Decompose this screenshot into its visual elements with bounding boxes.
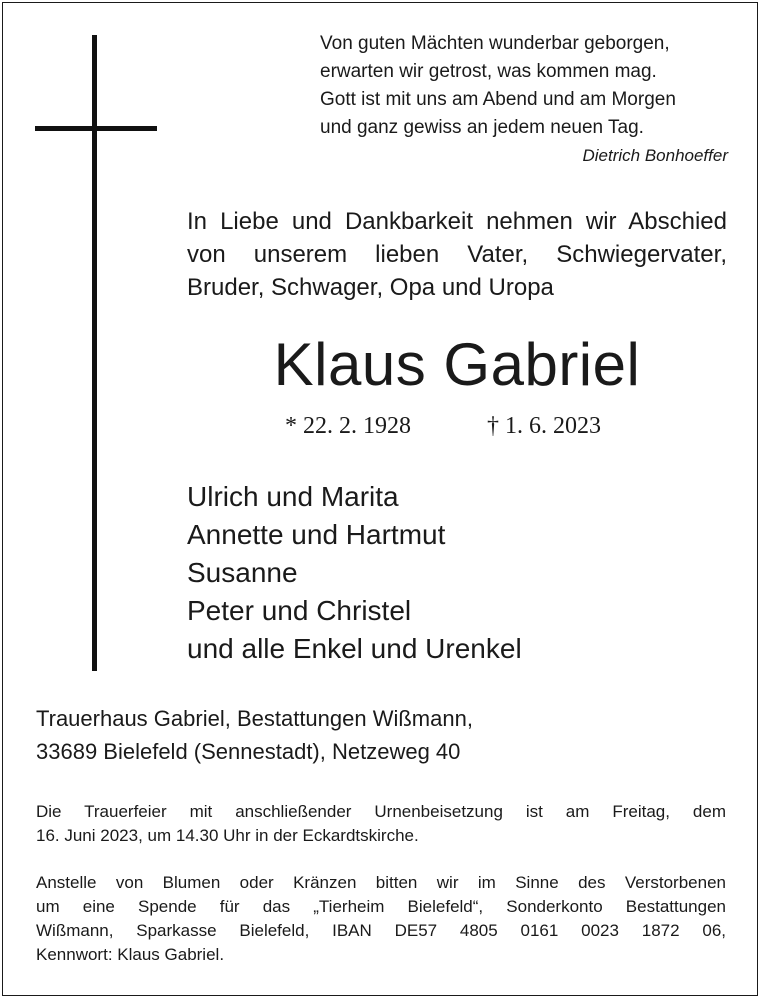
donation-notice xyxy=(36,871,726,967)
poem-line: Von guten Mächten wunderbar geborgen, xyxy=(320,33,670,54)
ceremony-line: Die Trauerfeier mit anschließender Urnenbeisetzung ist am Freitag, dem xyxy=(36,802,726,821)
address-line: Trauerhaus Gabriel, Bestattungen Wißmann, xyxy=(36,706,473,731)
death-date: † 1. 6. 2023 xyxy=(487,413,601,439)
mourner-entry: Susanne xyxy=(187,557,298,588)
mourner-entry: Annette und Hartmut xyxy=(187,519,446,550)
donation-line: Anstelle von Blumen oder Kränzen bitten wir im Sinne des Verstorbenen xyxy=(36,873,726,892)
mourners-list xyxy=(187,478,727,668)
ceremony-line: 16. Juni 2023, um 14.30 Uhr in der Eckardtskirche. xyxy=(36,826,419,845)
mourner-entry: Peter und Christel xyxy=(187,595,412,626)
intro-line: Bruder, Schwager, Opa und Uropa xyxy=(187,274,554,301)
deceased-name: Klaus Gabriel xyxy=(273,331,641,398)
ceremony-notice xyxy=(36,800,726,848)
poem-line: und ganz gewiss an jedem neuen Tag. xyxy=(320,117,644,138)
intro-line: von unserem lieben Vater, Schwiegervater, xyxy=(187,241,727,268)
poem-line: erwarten wir getrost, was kommen mag. xyxy=(320,61,657,82)
poem-line: Gott ist mit uns am Abend und am Morgen xyxy=(320,89,676,110)
birth-date: * 22. 2. 1928 xyxy=(285,413,411,439)
poem-author: Dietrich Bonhoeffer xyxy=(582,146,728,165)
address-line: 33689 Bielefeld (Sennestadt), Netzeweg 40 xyxy=(36,739,461,764)
donation-line: Wißmann, Sparkasse Bielefeld, IBAN DE57 4805 0161 0023 1872 06, xyxy=(36,921,726,940)
mourning-house-address xyxy=(36,702,736,768)
donation-line: um eine Spende für das „Tierheim Bielefeld“, Sonderkonto Bestattungen xyxy=(36,897,726,916)
intro-line: In Liebe und Dankbarkeit nehmen wir Abschied xyxy=(187,208,727,235)
intro-text xyxy=(187,205,727,304)
mourner-entry: Ulrich und Marita xyxy=(187,481,399,512)
cross-horizontal-bar xyxy=(35,126,157,131)
donation-line: Kennwort: Klaus Gabriel. xyxy=(36,945,225,964)
poem-quote xyxy=(320,30,740,142)
mourner-entry: und alle Enkel und Urenkel xyxy=(187,633,522,664)
